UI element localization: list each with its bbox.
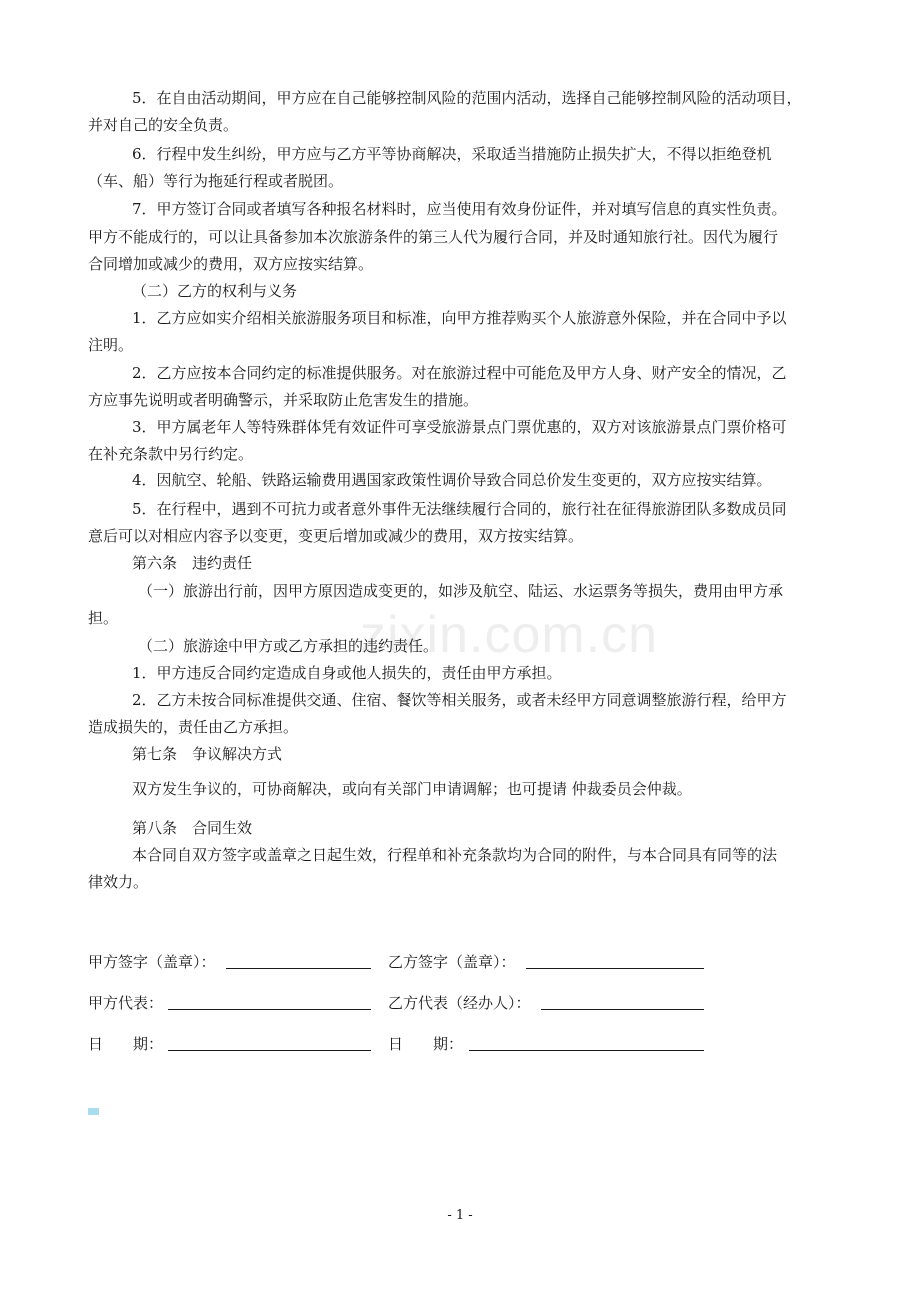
paragraph-line: 7．甲方签订合同或者填写各种报名材料时，应当使用有效身份证件，并对填写信息的真实性负责。 xyxy=(132,200,787,218)
paragraph-line: （车、船）等行为拖延行程或者脱团。 xyxy=(88,172,344,190)
paragraph-line: 5．在行程中，遇到不可抗力或者意外事件无法继续履行合同的，旅行社在征得旅游团队多数成员同 xyxy=(132,500,787,518)
paragraph-line: 担。 xyxy=(88,609,119,627)
article-heading: 第七条 争议解决方式 xyxy=(132,745,283,763)
section-heading: （二）乙方的权利与义务 xyxy=(132,282,298,300)
paragraph-line: 甲方不能成行的，可以让具备参加本次旅游条件的第三人代为履行合同，并及时通知旅行社。因代为履行 xyxy=(88,228,779,246)
paragraph-line: 方应事先说明或者明确警示，并采取防止危害发生的措施。 xyxy=(88,391,479,409)
paragraph-line: 5．在自由活动期间，甲方应在自己能够控制风险的范围内活动，选择自己能够控制风险的活动项目， xyxy=(132,89,802,107)
party-a-rep-label: 甲方代表： xyxy=(88,994,164,1012)
party-b-sign-label: 乙方签字（盖章）： xyxy=(388,953,516,971)
paragraph-line: 6．行程中发生纠纷，甲方应与乙方平等协商解决，采取适当措施防止损失扩大，不得以拒绝登机 xyxy=(132,145,772,163)
paragraph-line: 本合同自双方签字或盖章之日起生效，行程单和补充条款均为合同的附件，与本合同具有同等的法 xyxy=(132,846,778,864)
paragraph-line: 3．甲方属老年人等特殊群体凭有效证件可享受旅游景点门票优惠的，双方对该旅游景点门票价格可 xyxy=(132,418,787,436)
date-a-line[interactable] xyxy=(168,1050,371,1051)
party-a-sign-label: 甲方签字（盖章）： xyxy=(88,953,216,971)
blue-marker xyxy=(88,1108,99,1115)
article-heading: 第八条 合同生效 xyxy=(132,819,253,837)
paragraph-line: （一）旅游出行前，因甲方原因造成变更的，如涉及航空、陆运、水运票务等损失，费用由甲方承 xyxy=(138,582,784,600)
paragraph-line: 合同增加或减少的费用，双方应按实结算。 xyxy=(88,255,374,273)
paragraph-line: 律效力。 xyxy=(88,873,149,891)
paragraph-line: 造成损失的，责任由乙方承担。 xyxy=(88,718,299,736)
page-number: - 1 - xyxy=(447,1208,473,1223)
party-b-sign-line[interactable] xyxy=(526,968,704,969)
watermark: zixin.com.cn xyxy=(360,606,659,664)
paragraph-line: 2．乙方应按本合同约定的标准提供服务。对在旅游过程中可能危及甲方人身、财产安全的情况，乙 xyxy=(132,364,787,382)
party-a-sign-line[interactable] xyxy=(226,968,371,969)
paragraph-line: 意后可以对相应内容予以变更，变更后增加或减少的费用，双方按实结算。 xyxy=(88,527,584,545)
paragraph-line: （二）旅游途中甲方或乙方承担的违约责任。 xyxy=(138,637,439,655)
paragraph-line: 2．乙方未按合同标准提供交通、住宿、餐饮等相关服务，或者未经甲方同意调整旅游行程，给甲方 xyxy=(132,691,787,709)
date-a-label: 日 期： xyxy=(88,1035,164,1053)
paragraph-line: 1．乙方应如实介绍相关旅游服务项目和标准，向甲方推荐购买个人旅游意外保险，并在合同中予以 xyxy=(132,309,787,327)
date-b-line[interactable] xyxy=(469,1050,704,1051)
paragraph-line: 在补充条款中另行约定。 xyxy=(88,445,254,463)
paragraph-line: 并对自己的安全负责。 xyxy=(88,116,239,134)
party-b-rep-line[interactable] xyxy=(541,1009,704,1010)
paragraph-line: 双方发生争议的，可协商解决，或向有关部门申请调解；也可提请 仲裁委员会仲裁。 xyxy=(132,780,692,798)
date-b-label: 日 期： xyxy=(388,1035,464,1053)
paragraph-line: 1．甲方违反合同约定造成自身或他人损失的，责任由甲方承担。 xyxy=(132,664,562,682)
paragraph-line: 注明。 xyxy=(88,336,134,354)
article-heading: 第六条 违约责任 xyxy=(132,554,253,572)
paragraph-line: 4．因航空、轮船、铁路运输费用遇国家政策性调价导致合同总价发生变更的，双方应按实结算。 xyxy=(132,471,772,489)
party-b-rep-label: 乙方代表（经办人）： xyxy=(388,994,531,1012)
party-a-rep-line[interactable] xyxy=(168,1009,371,1010)
